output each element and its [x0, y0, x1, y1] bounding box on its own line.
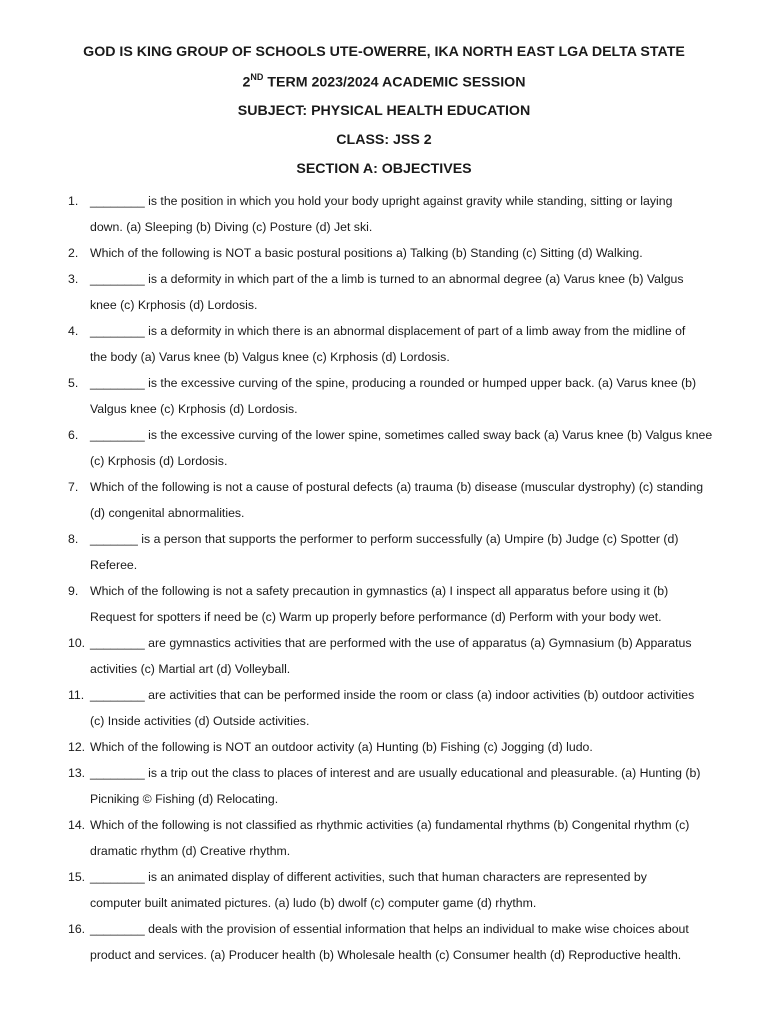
question-text-line: ________ is the excessive curving of the spine, producing a rounded or humped upper back. (a) Varus knee (b) [90, 376, 697, 390]
question-number: 6. [68, 428, 79, 442]
school-name: GOD IS KING GROUP OF SCHOOLS UTE-OWERRE, IKA NORTH EAST LGA DELTA STATE [83, 44, 685, 60]
question-number: 7. [68, 480, 79, 494]
question-item [0, 734, 768, 760]
question-item [0, 240, 768, 266]
question-number: 15. [68, 870, 86, 884]
question-number: 8. [68, 532, 79, 546]
term-number: 2 [242, 74, 251, 91]
question-text-line: (c) Krphosis (d) Lordosis. [90, 454, 228, 468]
question-text-line: ________ deals with the provision of essential information that helps an individual to make wise choices about [90, 922, 689, 936]
question-number: 11. [68, 688, 85, 702]
question-item [0, 266, 768, 318]
question-item [0, 526, 768, 578]
question-item [0, 370, 768, 422]
question-number: 5. [68, 376, 79, 390]
question-text-line: product and services. (a) Producer health (b) Wholesale health (c) Consumer health (d) Reproductive health. [90, 948, 682, 962]
question-text-line: (c) Inside activities (d) Outside activities. [90, 714, 310, 728]
question-number: 2. [68, 246, 79, 260]
question-text-line: Which of the following is NOT an outdoor activity (a) Hunting (b) Fishing (c) Jogging (d) ludo. [90, 740, 593, 754]
question-text-line: Valgus knee (c) Krphosis (d) Lordosis. [90, 402, 298, 416]
term-session [0, 73, 768, 91]
question-text-line: ________ is an animated display of different activities, such that human characters are represented by [90, 870, 647, 884]
question-item [0, 188, 768, 240]
section-title: SECTION A: OBJECTIVES [296, 161, 472, 177]
question-text-line: ________ is the excessive curving of the lower spine, sometimes called sway back (a) Varus knee (b) Valgus knee [90, 428, 713, 442]
question-text-line: ________ is the position in which you hold your body upright against gravity while standing, sitting or laying [90, 194, 673, 208]
question-text-line: (d) congenital abnormalities. [90, 506, 245, 520]
question-text-line: Referee. [90, 558, 138, 572]
question-text-line: knee (c) Krphosis (d) Lordosis. [90, 298, 258, 312]
question-text-line: activities (c) Martial art (d) Volleyball. [90, 662, 291, 676]
question-item [0, 760, 768, 812]
question-number: 12. [68, 740, 86, 754]
question-text-line: Which of the following is not a safety precaution in gymnastics (a) I inspect all apparatus before using it (b) [90, 584, 669, 598]
question-item [0, 422, 768, 474]
question-item [0, 812, 768, 864]
question-number: 10. [68, 636, 86, 650]
question-item [0, 682, 768, 734]
question-text-line: the body (a) Varus knee (b) Valgus knee (c) Krphosis (d) Lordosis. [90, 350, 450, 364]
question-item [0, 318, 768, 370]
class-line: CLASS: JSS 2 [336, 132, 432, 148]
question-text-line: _______ is a person that supports the performer to perform successfully (a) Umpire (b) Judge (c) Spotter (d) [90, 532, 679, 546]
question-item [0, 474, 768, 526]
question-text-line: ________ are activities that can be performed inside the room or class (a) indoor activities (b) outdoor activities [90, 688, 695, 702]
question-number: 16. [68, 922, 86, 936]
question-text-line: Picniking © Fishing (d) Relocating. [90, 792, 279, 806]
question-list [0, 188, 768, 968]
question-number: 13. [68, 766, 86, 780]
question-item [0, 578, 768, 630]
term-suffix: ND [250, 72, 264, 82]
question-text-line: ________ is a deformity in which part of the a limb is turned to an abnormal degree (a) Varus knee (b) Valgus [90, 272, 684, 286]
question-text-line: Which of the following is NOT a basic postural positions a) Talking (b) Standing (c) Sitting (d) Walking. [90, 246, 643, 260]
question-item [0, 916, 768, 968]
question-number: 3. [68, 272, 79, 286]
question-text-line: ________ is a deformity in which there is an abnormal displacement of part of a limb away from the midline of [90, 324, 686, 338]
term-rest: TERM 2023/2024 ACADEMIC SESSION [263, 74, 526, 91]
question-number: 1. [68, 194, 79, 208]
question-item [0, 864, 768, 916]
question-item [0, 630, 768, 682]
subject-line: SUBJECT: PHYSICAL HEALTH EDUCATION [237, 103, 531, 119]
question-text-line: dramatic rhythm (d) Creative rhythm. [90, 844, 291, 858]
question-text-line: computer built animated pictures. (a) ludo (b) dwolf (c) computer game (d) rhythm. [90, 896, 537, 910]
question-number: 9. [68, 584, 79, 598]
question-text-line: down. (a) Sleeping (b) Diving (c) Posture (d) Jet ski. [90, 220, 373, 234]
question-text-line: ________ are gymnastics activities that are performed with the use of apparatus (a) Gymnasium (b) Apparatus [90, 636, 692, 650]
question-text-line: Request for spotters if need be (c) Warm up properly before performance (d) Perform with your body wet. [90, 610, 662, 624]
question-text-line: Which of the following is not classified as rhythmic activities (a) fundamental rhythms (b) Congenital rhythm (c) [90, 818, 690, 832]
question-text-line: ________ is a trip out the class to places of interest and are usually educational and pleasurable. (a) Hunting (b) [90, 766, 701, 780]
question-number: 4. [68, 324, 79, 338]
question-number: 14. [68, 818, 86, 832]
question-text-line: Which of the following is not a cause of postural defects (a) trauma (b) disease (muscular dystrophy) (c) standing [90, 480, 704, 494]
